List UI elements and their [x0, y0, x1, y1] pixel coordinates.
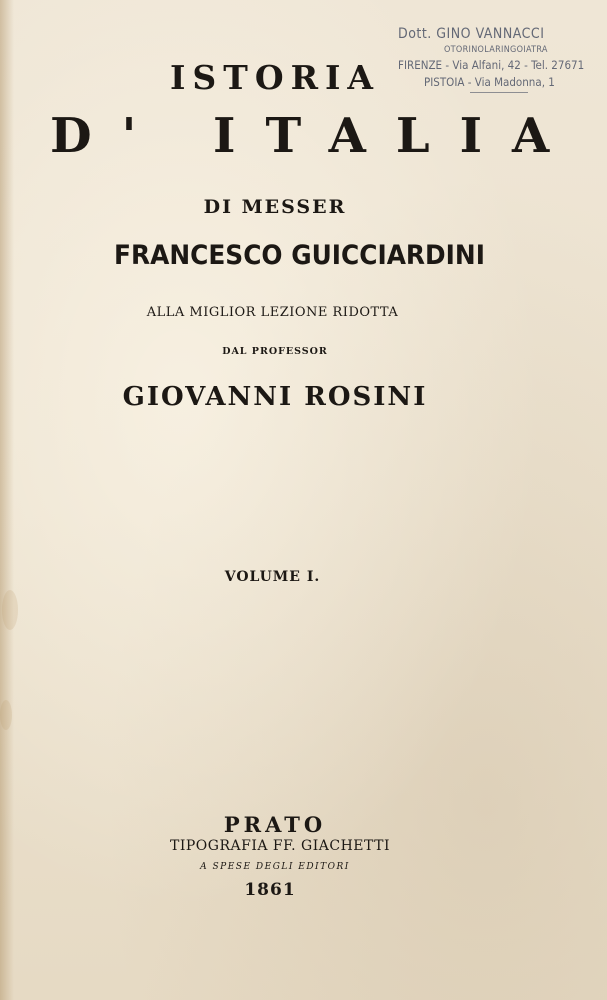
imprint-expense-note: A SPESE DEGLI EDITORI [200, 862, 350, 872]
stamp-address-pistoia: PISTOIA - Via Madonna, 1 [424, 75, 555, 89]
title-line-1: ISTORIA [170, 58, 381, 97]
by-line: DI MESSER [203, 196, 347, 218]
edition-note: ALLA MIGLIOR LEZIONE RIDOTTA [146, 305, 399, 320]
imprint-year: 1861 [244, 880, 296, 900]
owner-stamp [396, 26, 596, 93]
imprint-city: PRATO [223, 812, 327, 837]
volume-label: VOLUME I. [224, 569, 321, 585]
editor-name: GIOVANNI ROSINI [122, 382, 428, 412]
title-line-2: D' ITALIA [50, 108, 580, 164]
paper-edge-stain [0, 0, 14, 1000]
foxing-spot [2, 590, 18, 630]
stamp-rule [470, 92, 528, 93]
imprint-printer: TIPOGRAFIA FF. GIACHETTI [170, 838, 390, 854]
stamp-profession: OTORINOLARINGOIATRA [444, 45, 548, 55]
foxing-spot [0, 700, 12, 730]
editor-prefix: DAL PROFESSOR [222, 346, 328, 357]
stamp-name: Dott. GINO VANNACCI [398, 26, 545, 42]
stamp-address-florence: FIRENZE - Via Alfani, 42 - Tel. 27671 [398, 58, 585, 72]
author-name: FRANCESCO GUICCIARDINI [114, 240, 485, 271]
